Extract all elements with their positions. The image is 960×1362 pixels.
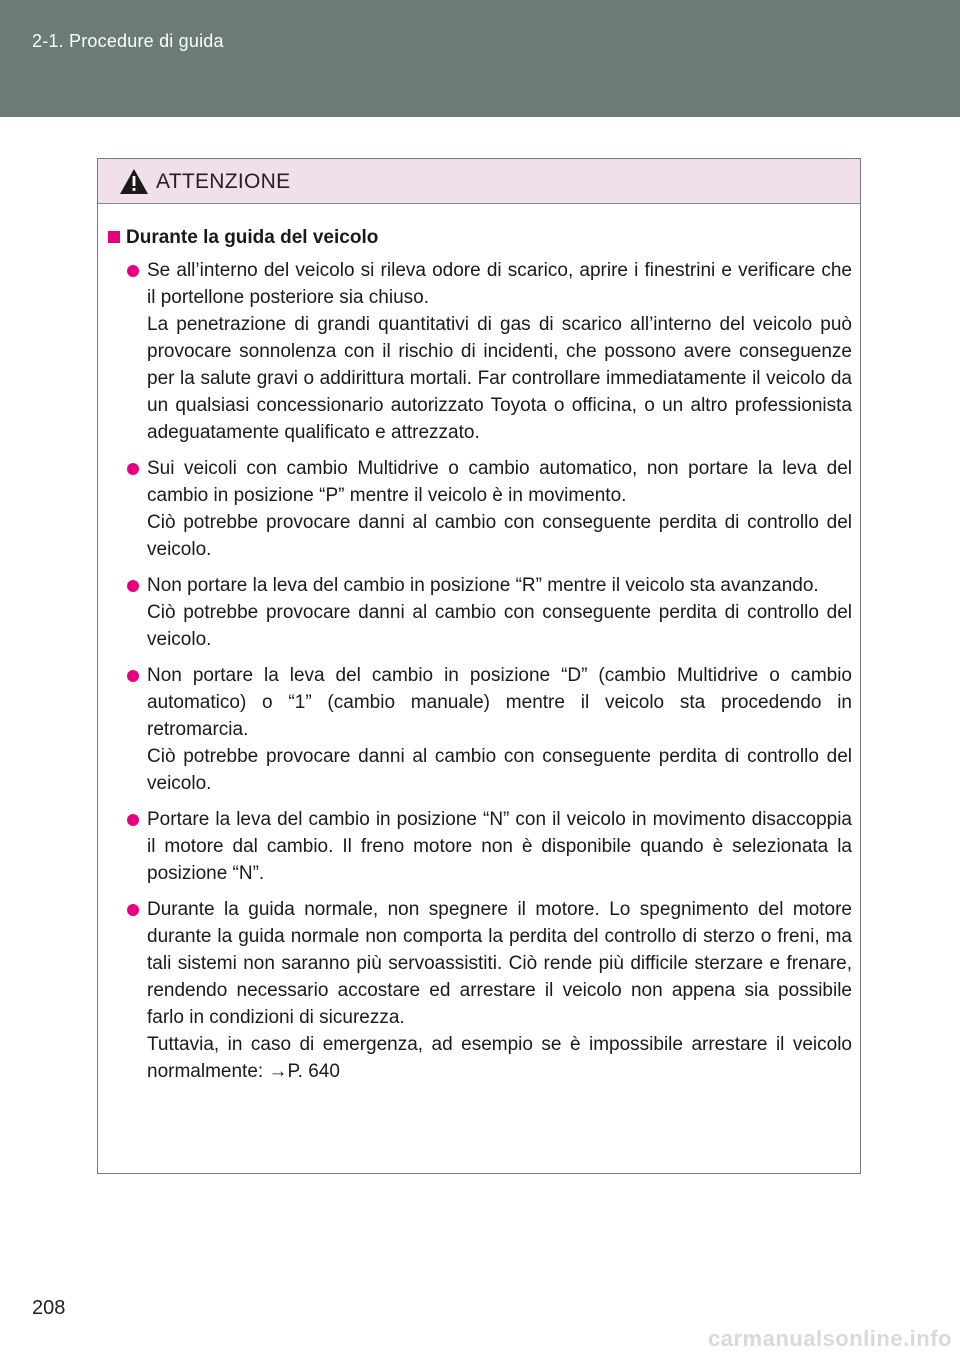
item-text: Non portare la leva del cambio in posizione “R” mentre il veicolo sta avanzando. bbox=[147, 575, 819, 596]
page-number: 208 bbox=[32, 1297, 66, 1319]
bullet-dot-icon bbox=[127, 463, 139, 475]
caution-header bbox=[98, 159, 860, 204]
item-text: Portare la leva del cambio in posizione “N” con il veicolo in movimento disaccoppia il motore dal cambio. Il freno motore non è disponibile quando è selezionata la posizione “N”. bbox=[147, 809, 852, 884]
bullet-dot-icon bbox=[127, 670, 139, 682]
list-item bbox=[104, 896, 852, 1085]
item-text: Durante la guida normale, non spegnere il motore. Lo spegnimento del motore durante la guida normale non comporta la perdita del controllo di sterzo o freni, ma tali sistemi non saranno più servoassistiti. Ciò rende più difficile sterzare e frenare, rendendo necessario accostare ed arrestare il veicolo non appena sia possibile farlo in condizioni di sicurezza. bbox=[147, 899, 852, 1028]
caution-subheading bbox=[104, 224, 852, 251]
list-item bbox=[104, 572, 852, 653]
section-title: 2-1. Procedure di guida bbox=[32, 31, 224, 51]
caution-box bbox=[97, 158, 861, 1174]
bullet-dot-icon bbox=[127, 904, 139, 916]
list-item bbox=[104, 662, 852, 797]
item-text: Ciò potrebbe provocare danni al cambio con conseguente perdita di controllo del veicolo. bbox=[147, 512, 852, 560]
item-text: Ciò potrebbe provocare danni al cambio con conseguente perdita di controllo del veicolo. bbox=[147, 602, 852, 650]
subheading-text: Durante la guida del veicolo bbox=[126, 227, 379, 248]
item-text: Se all’interno del veicolo si rileva odore di scarico, aprire i finestrini e verificare che il portellone posteriore sia chiuso. bbox=[147, 260, 852, 308]
list-item bbox=[104, 257, 852, 446]
list-item bbox=[104, 806, 852, 887]
header-band bbox=[0, 0, 960, 117]
item-text: La penetrazione di grandi quantitativi di gas di scarico all’interno del veicolo può provocare sonnolenza con il rischio di incidenti, che possono avere conseguenze per la salute gravi o addirittura mortali. Far controllare immediatamente il veicolo da un qualsiasi concessionario autorizzato Toyota o officina, o un altro professionista adeguatamente qualificato e attrezzato. bbox=[147, 314, 852, 443]
page-reference[interactable]: Tuttavia, in caso di emergenza, ad esempio se è impossibile arrestare il veicolo normalmente: →P. 640 bbox=[147, 1034, 852, 1082]
bullet-dot-icon bbox=[127, 814, 139, 826]
square-bullet-icon bbox=[108, 231, 120, 243]
list-item bbox=[104, 455, 852, 563]
item-text: Sui veicoli con cambio Multidrive o cambio automatico, non portare la leva del cambio in posizione “P” mentre il veicolo è in movimento. bbox=[147, 458, 852, 506]
item-text: Non portare la leva del cambio in posizione “D” (cambio Multidrive o cambio automatico) o “1” (cambio manuale) mentre il veicolo sta procedendo in retromarcia. bbox=[147, 665, 852, 740]
caution-body bbox=[98, 204, 860, 1085]
warning-icon bbox=[119, 168, 149, 195]
bullet-dot-icon bbox=[127, 265, 139, 277]
caution-label: ATTENZIONE bbox=[156, 170, 291, 193]
bullet-dot-icon bbox=[127, 580, 139, 592]
watermark: carmanualsonline.info bbox=[708, 1326, 952, 1351]
item-text: Ciò potrebbe provocare danni al cambio con conseguente perdita di controllo del veicolo. bbox=[147, 746, 852, 794]
